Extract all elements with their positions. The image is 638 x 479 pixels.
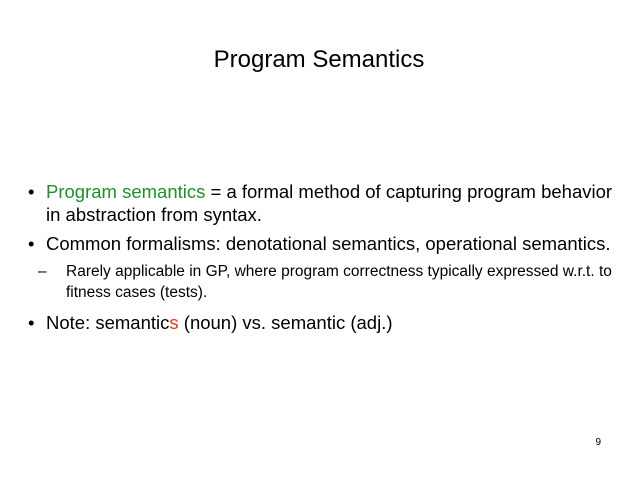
sub-bullet-dash-icon: – xyxy=(38,263,47,280)
bullet-item xyxy=(28,180,618,226)
bullet-dot-icon: • xyxy=(28,181,35,202)
page-number: 9 xyxy=(595,437,601,448)
bullet-text-post: (noun) vs. semantic (adj.) xyxy=(178,312,393,333)
bullet-item xyxy=(28,311,618,334)
sub-bullet-item xyxy=(28,261,618,303)
bullet-text: = a formal method of capturing program behavior in abstraction from syntax. xyxy=(46,181,613,225)
bullet-dot-icon: • xyxy=(28,233,35,254)
bullet-text: Common formalisms: denotational semantics, operational semantics. xyxy=(46,233,611,254)
slide-title: Program Semantics xyxy=(213,46,425,73)
bullet-highlight-suffix: s xyxy=(169,312,179,333)
bullet-highlight-term: Program semantics xyxy=(46,181,206,202)
sub-bullet-text: Rarely applicable in GP, where program correctness typically expressed w.r.t. to fitness cases (tests). xyxy=(66,263,612,301)
bullet-item xyxy=(28,232,618,255)
bullet-text-pre: Note: semantic xyxy=(46,312,170,333)
bullet-list xyxy=(28,180,618,340)
bullet-dot-icon: • xyxy=(28,312,35,333)
